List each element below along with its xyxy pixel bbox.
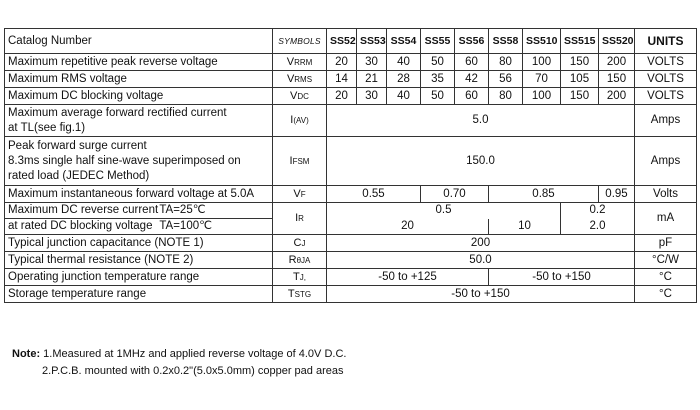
part-header: SS515 <box>561 29 599 54</box>
condition-label: TA=100℃ <box>159 220 213 232</box>
symbol-cell <box>273 54 327 71</box>
value-cell: 20 <box>327 219 489 235</box>
symbol-main: I <box>289 154 293 167</box>
symbol-sub: RRM <box>294 57 313 67</box>
symbol-main: R <box>288 253 297 266</box>
table-row-tstg <box>5 286 697 303</box>
symbol-sub: (AV) <box>293 116 309 125</box>
table-row-tj <box>5 269 697 286</box>
value-cell: 70 <box>523 71 561 88</box>
symbol-sub: RMS <box>294 74 313 84</box>
value-cell: 50.0 <box>327 252 635 269</box>
value-cell: 30 <box>357 88 387 105</box>
notes-section <box>12 346 346 380</box>
param-label <box>5 105 273 137</box>
unit-cell: pF <box>635 235 697 252</box>
value-cell: 28 <box>387 71 421 88</box>
value-cell: 200 <box>599 88 635 105</box>
note-1 <box>12 346 346 363</box>
table-row-vrms <box>5 71 697 88</box>
value-cell: 0.5 <box>327 203 561 219</box>
param-label <box>5 219 273 235</box>
symbol-cell <box>273 269 327 286</box>
symbol-main: V <box>286 55 295 68</box>
param-label: Storage temperature range <box>5 286 273 303</box>
symbol-main: T <box>293 270 300 283</box>
electrical-characteristics-table <box>4 28 697 303</box>
symbol-main: V <box>290 89 298 102</box>
value-cell: 80 <box>489 88 523 105</box>
param-label: Maximum repetitive peak reverse voltage <box>5 54 273 71</box>
symbol-cell <box>273 286 327 303</box>
symbol-main: I <box>290 114 294 126</box>
symbol-cell <box>273 71 327 88</box>
value-cell: 21 <box>357 71 387 88</box>
symbol-sub: R <box>298 214 304 223</box>
unit-cell: Amps <box>635 137 697 186</box>
value-cell: 0.55 <box>327 186 421 203</box>
param-label: Maximum RMS voltage <box>5 71 273 88</box>
unit-cell: VOLTS <box>635 71 697 88</box>
symbol-main: I <box>295 212 299 224</box>
value-cell: 100 <box>523 54 561 71</box>
value-cell: 200 <box>599 54 635 71</box>
table-row-cj <box>5 235 697 252</box>
value-cell: 40 <box>387 88 421 105</box>
value-cell: 150 <box>561 88 599 105</box>
symbols-header: SYMBOLS <box>273 29 327 54</box>
symbol-sub: DC <box>297 91 309 101</box>
table-row-rja <box>5 252 697 269</box>
note-text: 2.P.C.B. mounted with 0.2x0.2"(5.0x5.0mm) copper pad areas <box>42 365 344 377</box>
param-line: at rated DC blocking voltage <box>8 220 153 232</box>
value-cell: 10 <box>489 219 561 235</box>
param-line: at TL(see fig.1) <box>8 121 86 134</box>
unit-cell: mA <box>635 203 697 235</box>
units-header: UNITS <box>635 29 697 54</box>
value-cell: 42 <box>455 71 489 88</box>
value-cell: 14 <box>327 71 357 88</box>
symbol-cell <box>273 186 327 203</box>
unit-cell: VOLTS <box>635 54 697 71</box>
symbol-sub: J <box>301 238 306 248</box>
value-cell: 0.95 <box>599 186 635 203</box>
unit-cell: Amps <box>635 105 697 137</box>
part-header: SS520 <box>599 29 635 54</box>
part-header: SS53 <box>357 29 387 54</box>
param-label: Maximum DC blocking voltage <box>5 88 273 105</box>
note-text: 1.Measured at 1MHz and applied reverse voltage of 4.0V D.C. <box>43 348 347 360</box>
symbol-main: V <box>286 72 295 85</box>
table-row-ir-100c <box>5 219 697 235</box>
param-label: Operating junction temperature range <box>5 269 273 286</box>
value-cell: 2.0 <box>561 219 635 235</box>
condition-label: TA=25℃ <box>159 204 206 216</box>
param-line: Maximum average forward rectified current <box>8 106 227 119</box>
value-cell: 40 <box>387 54 421 71</box>
symbol-cell <box>273 252 327 269</box>
part-header: SS55 <box>421 29 455 54</box>
value-cell: -50 to +150 <box>489 269 635 286</box>
value-cell: 20 <box>327 88 357 105</box>
symbol-cell <box>273 105 327 137</box>
symbol-sub: STG <box>294 289 312 299</box>
value-cell: 56 <box>489 71 523 88</box>
table-row-ifsm <box>5 137 697 186</box>
table-row-vf <box>5 186 697 203</box>
value-cell: 50 <box>421 54 455 71</box>
value-cell: 5.0 <box>327 105 635 137</box>
param-line: 8.3ms single half sine-wave superimposed on <box>8 154 241 167</box>
table-row-ir-25c <box>5 203 697 219</box>
param-label: Typical junction capacitance (NOTE 1) <box>5 235 273 252</box>
symbol-cell <box>273 137 327 186</box>
symbol-cell <box>273 235 327 252</box>
symbol-sub: θJA <box>296 255 311 265</box>
part-header: SS510 <box>523 29 561 54</box>
header-row <box>5 29 697 54</box>
value-cell: 150 <box>599 71 635 88</box>
catalog-number-header: Catalog Number <box>5 29 273 54</box>
value-cell: 0.70 <box>421 186 489 203</box>
value-cell: -50 to +150 <box>327 286 635 303</box>
symbol-sub: F <box>300 189 306 199</box>
value-cell: 60 <box>455 54 489 71</box>
param-label <box>5 137 273 186</box>
part-header: SS54 <box>387 29 421 54</box>
unit-cell: VOLTS <box>635 88 697 105</box>
unit-cell: °C <box>635 286 697 303</box>
symbol-main: T <box>287 287 295 300</box>
part-header: SS56 <box>455 29 489 54</box>
notes-label: Note: <box>12 348 41 360</box>
value-cell: 60 <box>455 88 489 105</box>
symbol-sub: J, <box>299 272 306 282</box>
symbol-sub: FSM <box>292 156 310 166</box>
value-cell: 105 <box>561 71 599 88</box>
value-cell: 50 <box>421 88 455 105</box>
part-header: SS58 <box>489 29 523 54</box>
param-label <box>5 203 273 219</box>
value-cell: 0.85 <box>489 186 599 203</box>
symbol-main: V <box>293 187 301 200</box>
table-row-vdc <box>5 88 697 105</box>
symbol-main: C <box>293 236 302 249</box>
unit-cell: °C <box>635 269 697 286</box>
note-2 <box>12 363 346 380</box>
value-cell: 100 <box>523 88 561 105</box>
value-cell: 0.2 <box>561 203 635 219</box>
param-label: Maximum instantaneous forward voltage at 5.0A <box>5 186 273 203</box>
value-cell: 150.0 <box>327 137 635 186</box>
electrical-characteristics-table-wrapper <box>4 28 696 303</box>
unit-cell: °C/W <box>635 252 697 269</box>
param-line: Peak forward surge current <box>8 139 147 152</box>
param-line: rated load (JEDEC Method) <box>8 169 150 182</box>
value-cell: 30 <box>357 54 387 71</box>
param-line: Maximum DC reverse current <box>8 204 159 216</box>
param-label: Typical thermal resistance (NOTE 2) <box>5 252 273 269</box>
part-header: SS52 <box>327 29 357 54</box>
table-row-iav <box>5 105 697 137</box>
table-row-vrrm <box>5 54 697 71</box>
symbol-cell <box>273 88 327 105</box>
value-cell: 80 <box>489 54 523 71</box>
value-cell: -50 to +125 <box>327 269 489 286</box>
symbol-cell <box>273 203 327 235</box>
value-cell: 20 <box>327 54 357 71</box>
value-cell: 35 <box>421 71 455 88</box>
unit-cell: Volts <box>635 186 697 203</box>
value-cell: 200 <box>327 235 635 252</box>
value-cell: 150 <box>561 54 599 71</box>
